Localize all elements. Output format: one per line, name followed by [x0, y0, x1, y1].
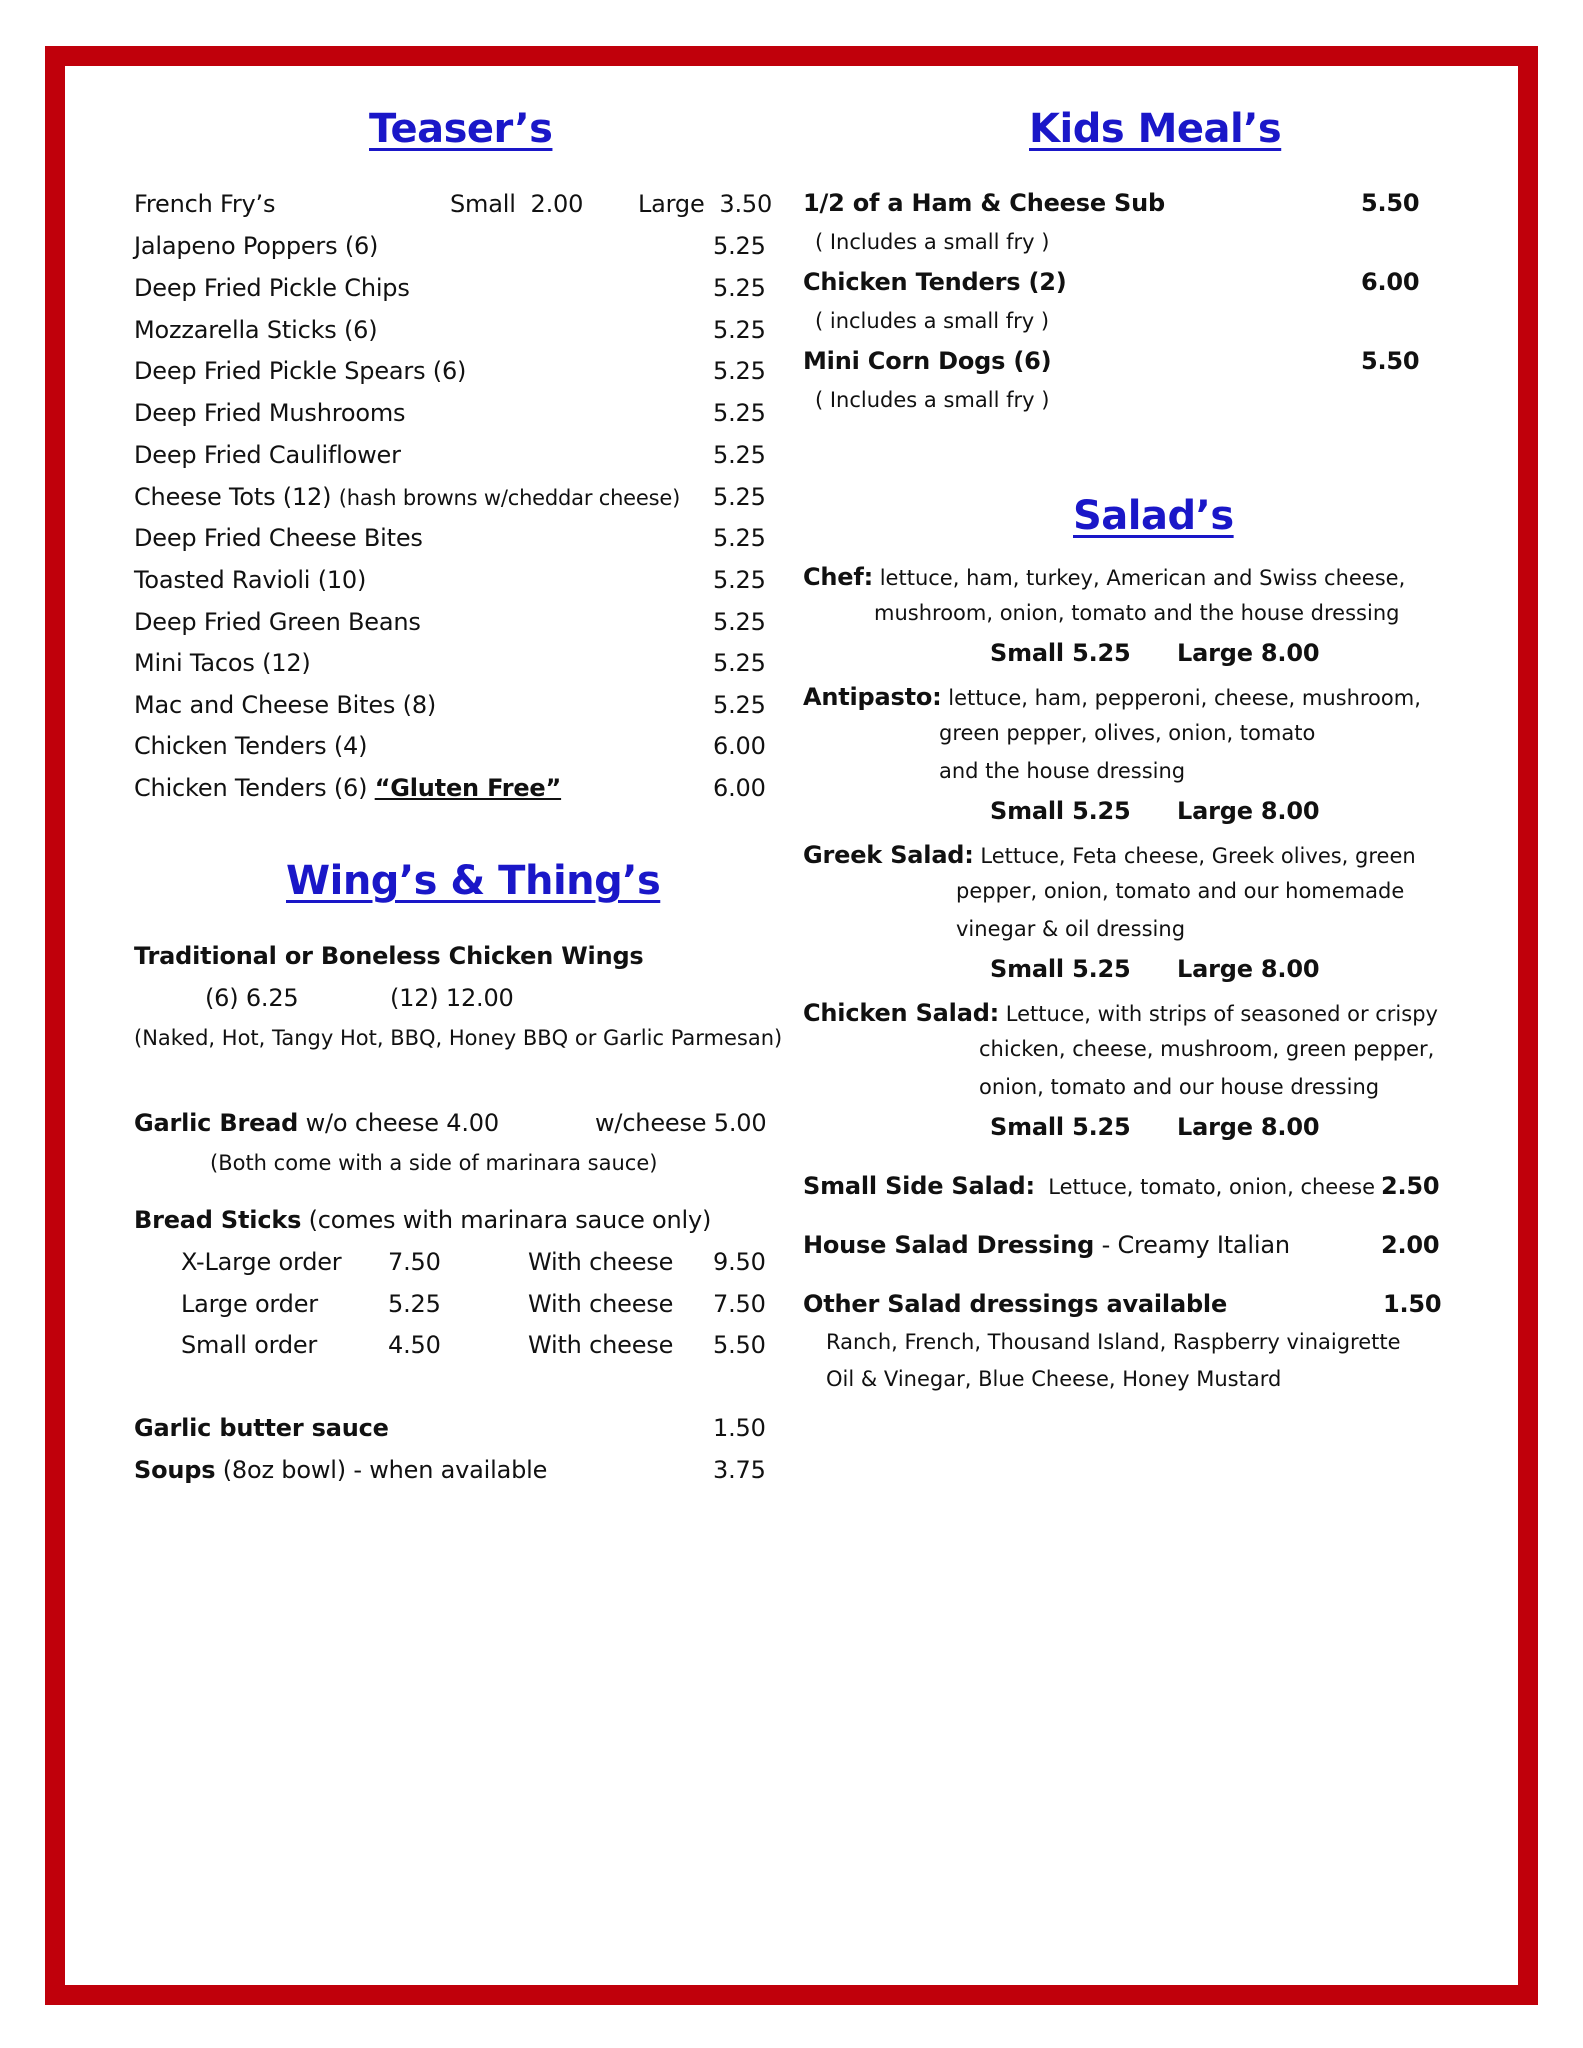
kids-item-note: ( Includes a small fry ) — [815, 388, 1050, 412]
kids-heading: Kids Meal’s — [1029, 106, 1282, 152]
salad-name: Chicken Salad: — [803, 999, 1000, 1027]
item-price: 2.00 — [530, 190, 584, 218]
salad-desc: lettuce, ham, turkey, American and Swiss cheese, — [879, 566, 1406, 590]
house-dressing-item — [803, 1231, 1290, 1259]
salad-desc: chicken, cheese, mushroom, green pepper, — [979, 1037, 1435, 1061]
breadsticks-with-price: 5.50 — [713, 1331, 766, 1359]
salad-large-price: Large 8.00 — [1177, 639, 1320, 667]
breadsticks-size: X-Large order — [181, 1248, 342, 1276]
item-price: 5.25 — [713, 608, 766, 636]
side-salad-item — [803, 1172, 1375, 1200]
salad-small-price: Small 5.25 — [990, 639, 1131, 667]
breadsticks-with-label: With cheese — [528, 1290, 674, 1318]
item-name: Toasted Ravioli (10) — [134, 566, 367, 594]
kids-item-name: Chicken Tenders (2) — [803, 268, 1067, 296]
wings-twelve-price: (12) 12.00 — [390, 984, 514, 1012]
item-desc: Lettuce, tomato, onion, cheese — [1048, 1175, 1376, 1199]
salad-desc: pepper, onion, tomato and our homemade — [956, 879, 1405, 903]
breadsticks-item — [134, 1206, 711, 1234]
breadsticks-price: 4.50 — [388, 1331, 441, 1359]
item-name: Mozzarella Sticks (6) — [134, 316, 378, 344]
menu-item — [134, 774, 561, 802]
house-dressing-price: 2.00 — [1381, 1231, 1440, 1259]
breadsticks-size: Large order — [181, 1290, 318, 1318]
other-dressings-list: Oil & Vinegar, Blue Cheese, Honey Mustard — [826, 1367, 1282, 1391]
salad-large-price: Large 8.00 — [1177, 797, 1320, 825]
item-name: Deep Fried Cauliflower — [134, 441, 401, 469]
item-name: Cheese Tots (12) — [134, 483, 332, 511]
menu-item — [134, 732, 367, 760]
salad-small-price: Small 5.25 — [990, 797, 1131, 825]
item-name: French Fry’s — [134, 190, 276, 218]
menu-item — [134, 649, 311, 677]
other-dressings-price: 1.50 — [1383, 1290, 1442, 1318]
item-price: 5.25 — [713, 524, 766, 552]
item-price: 5.25 — [713, 232, 766, 260]
menu-item — [134, 524, 423, 552]
french-fry-large — [638, 190, 772, 218]
size-label: Small — [450, 190, 516, 218]
item-note: (8oz bowl) - when available — [222, 1456, 548, 1484]
menu-item — [134, 399, 405, 427]
kids-item-note: ( Includes a small fry ) — [815, 230, 1050, 254]
salad-item — [803, 683, 1421, 711]
item-price: 5.25 — [713, 483, 766, 511]
menu-item — [134, 441, 401, 469]
kids-item-name: Mini Corn Dogs (6) — [803, 347, 1052, 375]
garlic-bread-item — [134, 1109, 499, 1137]
item-name: Chicken Tenders (6) — [134, 774, 368, 802]
wings-six-price: (6) 6.25 — [205, 984, 299, 1012]
item-name: Small Side Salad: — [803, 1172, 1035, 1200]
item-price: 5.25 — [713, 316, 766, 344]
salad-desc: mushroom, onion, tomato and the house dressing — [874, 601, 1400, 625]
wings-item-name: Traditional or Boneless Chicken Wings — [134, 942, 644, 970]
salad-desc: Lettuce, with strips of seasoned or crispy — [1005, 1002, 1438, 1026]
soups-item — [134, 1456, 547, 1484]
breadsticks-size: Small order — [181, 1331, 318, 1359]
item-price: 6.00 — [713, 732, 766, 760]
salad-small-price: Small 5.25 — [990, 1113, 1131, 1141]
garlic-bread-cheese-price: w/cheese 5.00 — [595, 1109, 767, 1137]
salad-name: Chef: — [803, 563, 874, 591]
item-price: w/o cheese 4.00 — [305, 1109, 499, 1137]
item-name: Bread Sticks — [134, 1206, 302, 1234]
breadsticks-with-label: With cheese — [528, 1248, 674, 1276]
breadsticks-price: 7.50 — [388, 1248, 441, 1276]
item-name: Deep Fried Pickle Chips — [134, 274, 410, 302]
other-dressings-list: Ranch, French, Thousand Island, Raspberry vinaigrette — [826, 1330, 1401, 1354]
menu-item — [134, 566, 366, 594]
breadsticks-with-price: 7.50 — [713, 1290, 766, 1318]
item-name: Mini Tacos (12) — [134, 649, 311, 677]
item-price: 5.25 — [713, 649, 766, 677]
other-dressings-name: Other Salad dressings available — [803, 1290, 1228, 1318]
gluten-free-tag: “Gluten Free” — [374, 774, 562, 802]
teasers-heading: Teaser’s — [369, 106, 553, 152]
breadsticks-with-label: With cheese — [528, 1331, 674, 1359]
menu-item — [134, 190, 275, 218]
menu-item — [134, 608, 421, 636]
item-name: Garlic Bread — [134, 1109, 299, 1137]
item-price: 5.25 — [713, 441, 766, 469]
item-price: 5.25 — [713, 566, 766, 594]
size-label: Large — [638, 190, 705, 218]
garlic-bread-note: (Both come with a side of marinara sauce) — [210, 1151, 658, 1175]
salad-item — [803, 563, 1405, 591]
item-desc: - Creamy Italian — [1101, 1231, 1290, 1259]
salad-item — [803, 841, 1416, 869]
item-price: 5.25 — [713, 357, 766, 385]
breadsticks-price: 5.25 — [388, 1290, 441, 1318]
salad-item — [803, 999, 1438, 1027]
menu-item — [134, 691, 436, 719]
breadsticks-with-price: 9.50 — [713, 1248, 766, 1276]
salad-desc: Lettuce, Feta cheese, Greek olives, green — [980, 844, 1416, 868]
salad-desc: vinegar & oil dressing — [956, 917, 1186, 941]
kids-item-price: 5.50 — [1361, 347, 1420, 375]
item-price: 5.25 — [713, 274, 766, 302]
salad-desc: onion, tomato and our house dressing — [979, 1075, 1380, 1099]
item-price: 3.50 — [719, 190, 773, 218]
menu-item — [134, 357, 466, 385]
soups-price: 3.75 — [713, 1456, 766, 1484]
item-name: Soups — [134, 1456, 216, 1484]
menu-item — [134, 483, 680, 511]
item-name: Deep Fried Mushrooms — [134, 399, 406, 427]
menu-item — [134, 232, 378, 260]
wings-flavors: (Naked, Hot, Tangy Hot, BBQ, Honey BBQ or Garlic Parmesan) — [134, 1026, 783, 1050]
item-name: Chicken Tenders (4) — [134, 732, 368, 760]
salad-desc: lettuce, ham, pepperoni, cheese, mushroom, — [948, 686, 1421, 710]
salad-desc: and the house dressing — [939, 759, 1186, 783]
item-name: Deep Fried Green Beans — [134, 608, 421, 636]
wings-heading: Wing’s & Thing’s — [286, 858, 661, 904]
side-salad-price: 2.50 — [1381, 1172, 1440, 1200]
item-price: 6.00 — [713, 774, 766, 802]
salad-large-price: Large 8.00 — [1177, 1113, 1320, 1141]
item-name: Deep Fried Pickle Spears (6) — [134, 357, 467, 385]
kids-item-price: 6.00 — [1361, 268, 1420, 296]
menu-item — [134, 316, 377, 344]
garlic-butter-name: Garlic butter sauce — [134, 1414, 389, 1442]
salad-small-price: Small 5.25 — [990, 955, 1131, 983]
item-name: Jalapeno Poppers (6) — [134, 232, 379, 260]
kids-item-name: 1/2 of a Ham & Cheese Sub — [803, 189, 1166, 217]
item-note: (comes with marinara sauce only) — [308, 1206, 712, 1234]
kids-item-note: ( includes a small fry ) — [815, 309, 1050, 333]
item-name: Deep Fried Cheese Bites — [134, 524, 423, 552]
item-name: House Salad Dressing — [803, 1231, 1095, 1259]
item-price: 5.25 — [713, 399, 766, 427]
item-note: (hash browns w/cheddar cheese) — [338, 486, 681, 510]
menu-item — [134, 274, 410, 302]
salad-name: Antipasto: — [803, 683, 942, 711]
salads-heading: Salad’s — [1073, 493, 1234, 539]
garlic-butter-price: 1.50 — [713, 1414, 766, 1442]
salad-name: Greek Salad: — [803, 841, 974, 869]
salad-desc: green pepper, olives, onion, tomato — [939, 721, 1316, 745]
french-fry-small — [450, 190, 583, 218]
kids-item-price: 5.50 — [1361, 189, 1420, 217]
item-price: 5.25 — [713, 691, 766, 719]
item-name: Mac and Cheese Bites (8) — [134, 691, 437, 719]
salad-large-price: Large 8.00 — [1177, 955, 1320, 983]
